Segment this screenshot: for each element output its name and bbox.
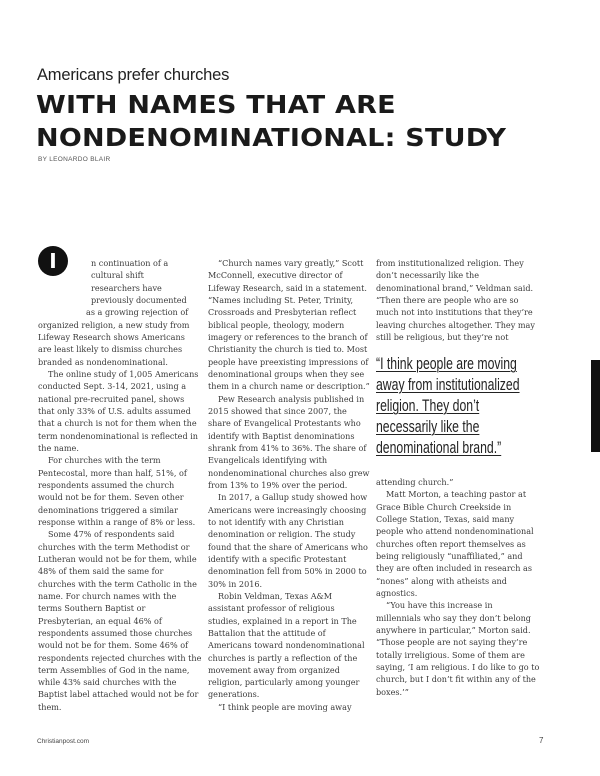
text-line: Robin Veldman, Texas A&M (218, 590, 333, 601)
text-line: “You have this increase in (386, 600, 493, 611)
text-line: Lifeway Research shows Americans (38, 331, 185, 342)
text-line: millennials who say they don’t belong (376, 612, 531, 623)
article-headline (36, 88, 507, 154)
drop-cap: I (38, 246, 68, 276)
text-line: people who attend nondenominational (376, 526, 534, 537)
text-line: denominations triggered a similar (38, 504, 178, 515)
text-line: denomination fell from 50% in 2000 to (208, 566, 367, 577)
text-line: found that the share of Americans who (208, 541, 368, 552)
text-line: share of Evangelical Protestants who (208, 418, 361, 429)
text-line: 2015 showed that since 2007, the (208, 405, 347, 416)
text-line: Matt Morton, a teaching pastor at (386, 489, 527, 500)
column-3-top (376, 257, 535, 343)
text-line: In 2017, a Gallup study showed how (218, 492, 368, 503)
text-line: studies, explained in a report in The (208, 615, 357, 626)
text-line: identify with a specific Protestant (208, 553, 347, 564)
text-line: “Then there are people who are so (376, 294, 519, 305)
text-line: from 13% to 19% over the period. (208, 479, 348, 490)
text-line: being religiously “unaffiliated,” and (376, 550, 523, 561)
text-line: totally irreligious. Some of them are (376, 649, 525, 660)
text-line: Some 47% of respondents said (48, 529, 175, 540)
text-line: to not identify with any Christian (208, 516, 344, 527)
text-line: people have preexisting impressions of (208, 356, 369, 367)
text-line: while 43% said churches with the (38, 677, 177, 688)
section-tab-marker (591, 360, 600, 452)
text-line: Americans were increasingly choosing (208, 504, 367, 515)
text-line: anywhere in particular,” Morton said. (376, 624, 531, 635)
text-line: n continuation of a (91, 258, 169, 268)
column-2 (208, 257, 370, 713)
text-line: term nondenominational is reflected in (38, 430, 199, 441)
byline: BY LEONARDO BLAIR (38, 156, 111, 163)
text-line: churches with the term Catholic in the (38, 578, 197, 589)
text-line: church, but I don’t fit within any of the (376, 674, 536, 685)
text-line: attending church.” (376, 477, 454, 487)
text-line: “I think people are moving away (218, 701, 352, 712)
text-line: terms Southern Baptist or (38, 603, 146, 614)
text-line: Christianity the church is tied to. Most (208, 344, 368, 355)
text-line: the name. (38, 442, 79, 453)
text-line: “Church names vary greatly,” Scott (218, 258, 364, 268)
text-line: saying, ‘I am religious. I do like to go to (376, 661, 540, 672)
text-line: still be religious, but they’re not (376, 331, 509, 342)
page-number: 7 (539, 736, 544, 745)
text-line: would not be for them. Some 46% of (38, 640, 189, 651)
text-line: churches with the term Methodist or (38, 541, 190, 552)
text-line: agnostics. (376, 587, 418, 598)
text-line: McConnell, executive director of (208, 270, 343, 281)
headline-line: WITH NAMES THAT ARE (36, 90, 396, 119)
text-line: term Assemblies of God in the name, (38, 664, 190, 675)
text-line: them. (38, 701, 62, 712)
text-line: Lutheran would not be for them, while (38, 553, 197, 564)
text-line: Lifeway Research, said in a statement. (208, 282, 367, 293)
text-line: them in a church name or description.” (208, 381, 370, 392)
text-line: “Those people are not saying they’re (376, 637, 528, 648)
text-line: imagery or references to the branch of (208, 331, 368, 342)
pull-quote-line: religion. They don’t (376, 396, 480, 415)
text-line: respondents rejected churches with the (38, 652, 202, 663)
text-line: religion, particularly among younger (208, 677, 360, 688)
pull-quote-line: “I think people are moving (376, 354, 517, 373)
text-line: generations. (208, 689, 260, 700)
text-line: 30% in 2016. (208, 578, 263, 589)
text-line: from institutionalized religion. They (376, 258, 524, 268)
text-line: shrank from 41% to 36%. The share of (208, 442, 367, 453)
text-line: branded as nondenominational. (38, 356, 168, 367)
text-line: leaving churches altogether. They may (376, 319, 535, 330)
text-line: name. For church names with the (38, 590, 177, 601)
text-line: Pentecostal, more than half, 51%, of (38, 467, 187, 478)
headline-line: NONDENOMINATIONAL: STUDY (36, 123, 507, 152)
text-line: Americans toward nondenominational (208, 640, 365, 651)
text-line: Pew Research analysis published in (218, 393, 365, 404)
text-line: researchers have (91, 282, 162, 293)
column-1 (38, 257, 201, 713)
text-line: they are often included in research as (376, 563, 532, 574)
text-line: as a growing rejection of (86, 307, 189, 318)
article-kicker: Americans prefer churches (37, 66, 230, 84)
text-line: would not be for them. Seven other (38, 492, 184, 503)
text-line: churches often report themselves as (376, 538, 526, 549)
text-line: denomination or religion. The study (208, 529, 356, 540)
text-line: organized religion, a new study from (38, 319, 190, 330)
text-line: 48% of them said the same for (38, 566, 164, 577)
text-line: Battalion that the attitude of (208, 627, 326, 638)
pull-quote-line: away from institutionalized (376, 375, 520, 394)
text-line: movement away from organized (208, 664, 340, 675)
text-line: national pre-recruited panel, shows (38, 393, 185, 404)
text-line: are least likely to dismiss churches (38, 344, 183, 355)
text-line: Crossroads and Presbyterian reflect (208, 307, 357, 318)
text-line: The online study of 1,005 Americans (48, 368, 199, 379)
text-line: College Station, Texas, said many (376, 513, 515, 524)
text-line: conducted Sept. 3-14, 2021, using a (38, 381, 187, 392)
text-line: previously documented (91, 294, 187, 305)
pull-quote-line: denominational brand.” (376, 438, 502, 457)
text-line: denominational brand,” Veldman said. (376, 282, 534, 293)
text-line: “Names including St. Peter, Trinity, (208, 294, 354, 305)
text-line: respondents assumed the church (38, 479, 175, 490)
text-line: nondenominational churches also grew (208, 467, 370, 478)
text-line: response within a range of 8% or less. (38, 516, 196, 527)
text-line: respondents assumed those churches (38, 627, 193, 638)
column-3-bottom (376, 476, 539, 698)
text-line: For churches with the term (48, 455, 161, 466)
text-line: Presbyterian, an equal 46% of (38, 615, 162, 626)
text-line: “nones” along with atheists and (376, 575, 507, 586)
text-line: assistant professor of religious (208, 603, 335, 614)
text-line: identify with Baptist denominations (208, 430, 355, 441)
footer-site: Christianpost.com (37, 738, 90, 745)
text-line: denominational groups when they see (208, 368, 365, 379)
text-line: cultural shift (91, 270, 144, 281)
text-line: that a church is not for them when the (38, 418, 197, 429)
text-line: Baptist label attached would not be for (38, 689, 199, 700)
text-line: Grace Bible Church Creekside in (376, 501, 512, 512)
text-line: Evangelicals identifying with (208, 455, 328, 466)
text-line: churches is partly a reflection of the (208, 652, 358, 663)
pull-quote-line: necessarily like the (376, 417, 480, 436)
text-line: boxes.’” (376, 686, 409, 697)
text-line: don’t necessarily like the (376, 270, 480, 281)
text-line: much not into institutions that they’re (376, 307, 533, 318)
text-line: biblical people, theology, modern (208, 319, 345, 330)
pull-quote (376, 353, 575, 458)
text-line: that only 33% of U.S. adults assumed (38, 405, 191, 416)
